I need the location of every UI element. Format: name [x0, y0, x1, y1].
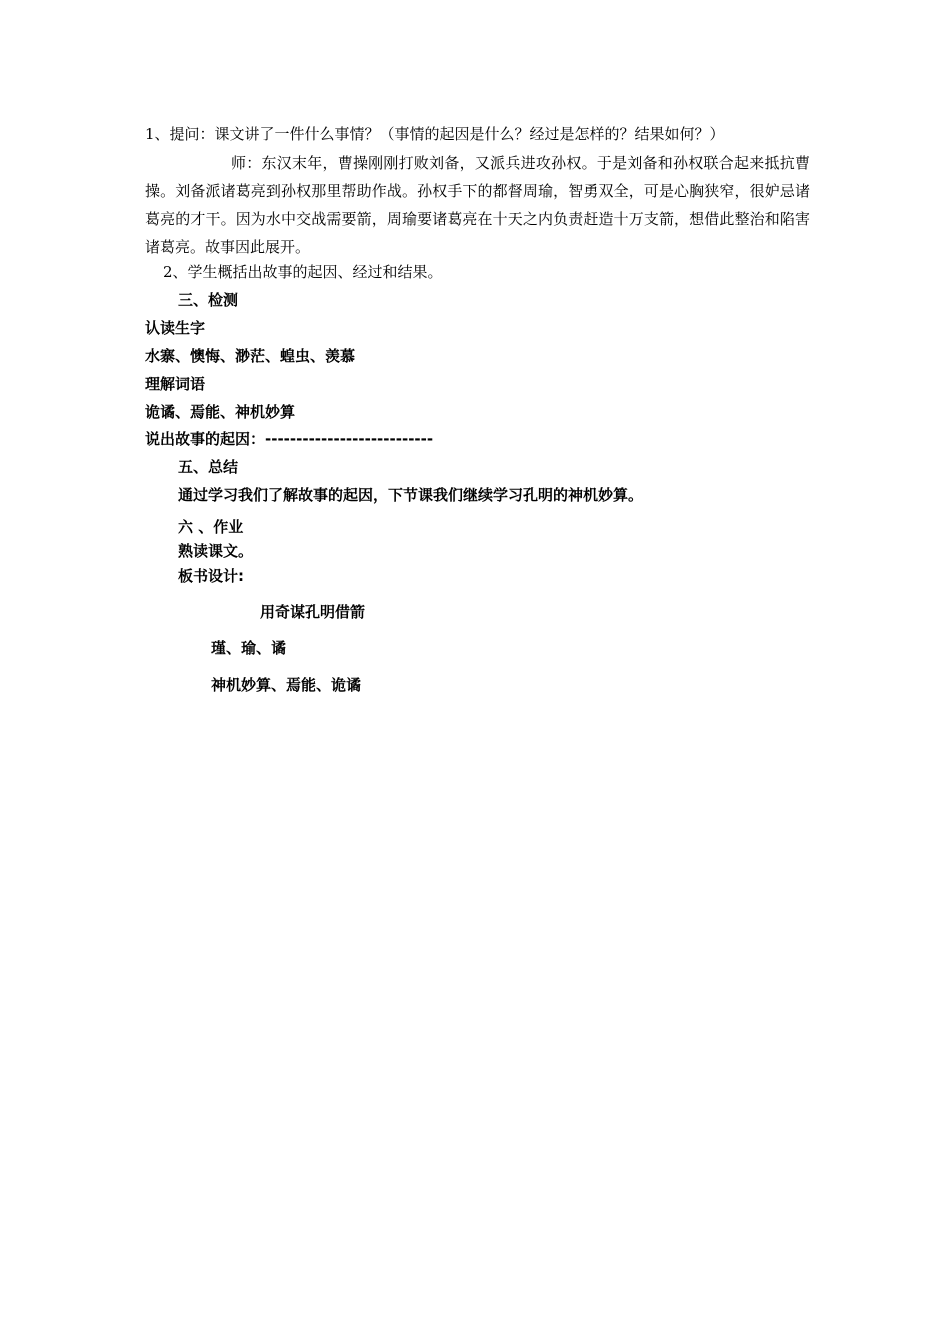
summary-text: 通过学习我们了解故事的起因，下节课我们继续学习孔明的神机妙算。 [178, 486, 644, 504]
teacher-paragraph: 师：东汉末年，曹操刚刚打败刘备，又派兵进攻孙权。于是刘备和孙权联合起来抵抗曹操。刘备派诸葛亮到孙权那里帮助作战。孙权手下的都督周瑜，智勇双全，可是心胸狭窄，很妒忌诸葛亮的才干。因为水中交战需要箭，周瑜要诸葛亮在十天之内负责赶造十万支箭，想借此整治和陷害诸葛亮。故事因此展开。 [145, 154, 810, 256]
read-characters-list: 水寨、懊悔、渺茫、蝗虫、羡慕 [145, 347, 356, 365]
board-title: 用奇谋孔明借箭 [260, 603, 366, 621]
understand-words-list: 诡谲、焉能、神机妙算 [145, 403, 296, 421]
board-design-label: 板书设计: [178, 567, 244, 585]
homework-text: 熟读课文。 [178, 542, 254, 560]
question-1: 1、提问：课文讲了一件什么事情？（事情的起因是什么？经过是怎样的？结果如何？） [145, 125, 725, 143]
board-line-1: 瑾、瑜、谲 [211, 639, 287, 657]
read-characters-label: 认读生字 [145, 319, 206, 337]
understand-words-label: 理解词语 [145, 375, 206, 393]
board-line-2: 神机妙算、焉能、诡谲 [211, 676, 362, 694]
section-3-title: 三、检测 [178, 291, 239, 309]
question-2: 2、学生概括出故事的起因、经过和结果。 [163, 263, 443, 281]
section-6-title: 六 、作业 [178, 518, 244, 536]
story-cause-prompt: 说出故事的起因：--------------------------- [145, 430, 434, 448]
section-5-title: 五、总结 [178, 458, 239, 476]
